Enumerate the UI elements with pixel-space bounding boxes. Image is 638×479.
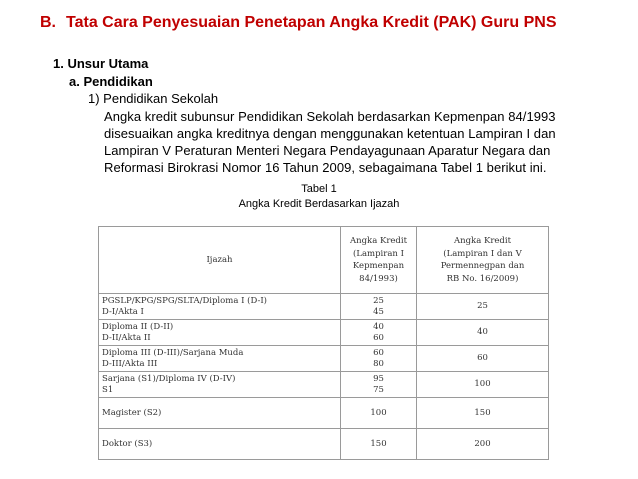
cell-line: 75	[373, 384, 384, 395]
cell-line: 45	[373, 306, 384, 317]
cell-lampiran-kepmenpan	[341, 346, 417, 372]
cell-lampiran-permennegpan: 150	[417, 398, 549, 429]
cell-lampiran-permennegpan: 200	[417, 429, 549, 460]
header-lampiran-kepmenpan	[341, 227, 417, 294]
section-unsur-utama: 1. Unsur Utama	[53, 56, 149, 71]
cell-lampiran-kepmenpan	[341, 429, 417, 460]
section-pendidikan: a. Pendidikan	[69, 74, 153, 89]
cell-line: 95	[373, 373, 384, 384]
cell-line: 60	[373, 347, 384, 358]
header-line: RB No. 16/2009)	[446, 273, 519, 284]
section-pendidikan-sekolah: 1) Pendidikan Sekolah	[88, 91, 219, 106]
header-line: Permennegpan dan	[440, 261, 525, 271]
cell-lampiran-kepmenpan	[341, 320, 417, 346]
cell-line: 40	[373, 321, 384, 332]
cell-line: Magister (S2)	[102, 407, 162, 418]
cell-lampiran-permennegpan: 25	[417, 294, 549, 320]
cell-lampiran-permennegpan: 40	[417, 320, 549, 346]
paragraph-line: Lampiran V Peraturan Menteri Negara Pendayagunaan Aparatur Negara dan	[104, 143, 551, 158]
cell-lampiran-kepmenpan	[341, 398, 417, 429]
cell-line: D-II/Akta II	[102, 332, 151, 343]
header-ijazah	[99, 227, 341, 294]
paragraph-line: disesuaikan angka kreditnya dengan menggunakan ketentuan Lampiran I dan	[104, 126, 556, 141]
cell-line: D-III/Akta III	[102, 358, 158, 369]
body-paragraph	[104, 108, 604, 176]
table-subcaption: Angka Kredit Berdasarkan Ijazah	[238, 198, 400, 210]
cell-line: D-I/Akta I	[102, 306, 144, 317]
cell-ijazah	[99, 372, 341, 398]
header-line: Ijazah	[206, 254, 233, 265]
angka-kredit-table	[98, 226, 549, 460]
header-lampiran-permennegpan	[417, 227, 549, 294]
slide-heading	[40, 14, 557, 32]
heading-letter: B.	[40, 14, 56, 31]
header-line: Kepmenpan	[352, 261, 405, 271]
cell-line: S1	[102, 384, 114, 395]
cell-line: PGSLP/KPG/SPG/SLTA/Diploma I (D-I)	[102, 295, 267, 306]
table-row	[99, 429, 549, 460]
cell-line: 150	[370, 438, 387, 449]
cell-lampiran-permennegpan: 60	[417, 346, 549, 372]
header-line: 84/1993)	[359, 273, 398, 284]
table-row	[99, 372, 549, 398]
header-line: Angka Kredit	[454, 236, 511, 246]
table-row	[99, 294, 549, 320]
cell-line: Diploma III (D-III)/Sarjana Muda	[102, 347, 244, 358]
cell-lampiran-kepmenpan	[341, 294, 417, 320]
cell-line: 60	[373, 332, 384, 343]
cell-lampiran-kepmenpan	[341, 372, 417, 398]
cell-line: 25	[373, 295, 384, 306]
cell-ijazah	[99, 429, 341, 460]
cell-ijazah	[99, 346, 341, 372]
table-caption: Tabel 1	[301, 183, 337, 195]
table-row	[99, 398, 549, 429]
cell-line: Diploma II (D-II)	[102, 321, 174, 332]
cell-line: 100	[370, 407, 387, 418]
cell-line: Sarjana (S1)/Diploma IV (D-IV)	[102, 373, 236, 384]
paragraph-line: Angka kredit subunsur Pendidikan Sekolah berdasarkan Kepmenpan 84/1993	[104, 109, 556, 124]
cell-line: Doktor (S3)	[102, 438, 153, 449]
paragraph-line: Reformasi Birokrasi Nomor 16 Tahun 2009, sebagaimana Tabel 1 berikut ini.	[104, 160, 547, 175]
table-row	[99, 320, 549, 346]
cell-ijazah	[99, 294, 341, 320]
cell-ijazah	[99, 398, 341, 429]
table-row	[99, 346, 549, 372]
cell-ijazah	[99, 320, 341, 346]
cell-lampiran-permennegpan: 100	[417, 372, 549, 398]
header-line: (Lampiran I dan V	[443, 248, 522, 259]
header-line: Angka Kredit	[350, 236, 407, 246]
table-header-row	[99, 227, 549, 294]
heading-title: Tata Cara Penyesuaian Penetapan Angka Kredit (PAK) Guru PNS	[66, 14, 557, 31]
cell-line: 80	[373, 358, 384, 369]
header-line: (Lampiran I	[353, 248, 404, 259]
